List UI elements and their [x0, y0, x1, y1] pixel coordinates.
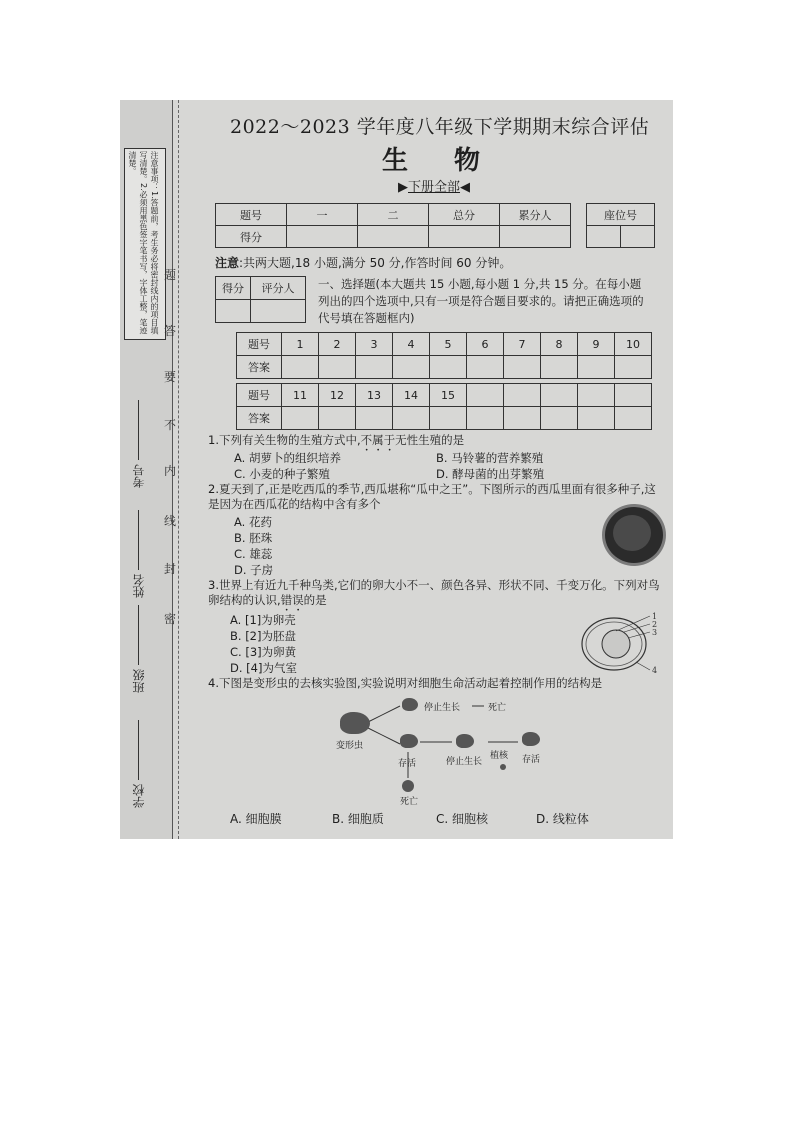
score-cell[interactable] [500, 226, 571, 248]
seat-label: 座位号 [587, 204, 655, 226]
grid-number: 4 [393, 333, 430, 356]
q1-option-c[interactable]: C. 小麦的种子繁殖 [234, 467, 330, 481]
answer-cell [504, 407, 541, 430]
binding-margin [120, 100, 177, 839]
q1-stem-a: 1.下列有关生物的生殖方式中, [208, 433, 361, 447]
q4-option-b[interactable]: B. 细胞质 [332, 812, 384, 826]
grid-number [541, 384, 578, 407]
score-header-cell: 二 [358, 204, 429, 226]
note-text: :共两大题,18 小题,满分 50 分,作答时间 60 分钟。 [239, 256, 512, 270]
seal-line [178, 100, 179, 839]
exam-note [215, 254, 511, 271]
grid-number: 15 [430, 384, 467, 407]
q1-stem-b: 无性生殖的是 [395, 433, 465, 447]
grader-table [215, 276, 306, 323]
seal-char: 要 [164, 370, 177, 384]
q2-option-b[interactable]: B. 胚珠 [234, 531, 273, 545]
stop-growth-label-2: 停止生长 [446, 757, 483, 767]
grid-number: 7 [504, 333, 541, 356]
q3-option-c[interactable]: C. [3]为卵黄 [230, 645, 297, 659]
egg-label-3: 3 [652, 628, 658, 637]
seat-table [586, 203, 655, 248]
answer-cell[interactable] [319, 407, 356, 430]
death-label: 死亡 [488, 703, 507, 713]
grader-name-cell[interactable] [251, 300, 306, 323]
answer-cell[interactable] [319, 356, 356, 379]
grid-number: 1 [282, 333, 319, 356]
q4-option-a[interactable]: A. 细胞膜 [230, 812, 282, 826]
grid-number: 5 [430, 333, 467, 356]
school-label: 学校 [132, 784, 146, 808]
grid-number: 13 [356, 384, 393, 407]
grid-number: 10 [615, 333, 652, 356]
score-label-cell: 得分 [216, 226, 287, 248]
exam-number-field[interactable] [130, 400, 147, 488]
grader-score-cell[interactable] [216, 300, 251, 323]
amoeba-experiment-diagram [320, 688, 560, 806]
grid-number [467, 384, 504, 407]
seat-cell[interactable] [587, 226, 621, 248]
grid-number: 9 [578, 333, 615, 356]
q3-option-b[interactable]: B. [2]为胚盘 [230, 629, 296, 643]
answer-cell[interactable] [504, 356, 541, 379]
answer-cell[interactable] [541, 356, 578, 379]
q3-option-d[interactable]: D. [4]为气室 [230, 661, 297, 675]
subject-title: 生物 [382, 146, 527, 176]
scope-label: ▶下册全部◀ [398, 180, 471, 195]
score-table [215, 203, 571, 248]
score-header-cell: 累分人 [500, 204, 571, 226]
score-cell[interactable] [358, 226, 429, 248]
amoeba-with-nucleus-icon [400, 734, 418, 748]
grid-answer-label: 答案 [237, 356, 282, 379]
q3-stem-emphasis: 错误 [280, 593, 304, 607]
notice-box [124, 148, 166, 340]
answer-cell[interactable] [430, 356, 467, 379]
nucleus-only-icon [402, 780, 414, 792]
seal-char: 密 [164, 612, 177, 626]
nucleus-dot-icon [500, 764, 506, 770]
q4-option-d[interactable]: D. 线粒体 [536, 812, 589, 826]
q1-stem-emphasis: 不属于 [360, 433, 396, 447]
answer-cell[interactable] [282, 407, 319, 430]
scope-text: 下册全部 [408, 180, 461, 195]
alive-label: 存活 [398, 759, 417, 769]
score-header-cell: 题号 [216, 204, 287, 226]
grid-number: 6 [467, 333, 504, 356]
bird-egg-diagram [580, 612, 660, 674]
note-label: 注意 [215, 256, 240, 270]
class-label: 班级 [132, 669, 146, 693]
stop-growth-label: 停止生长 [424, 703, 461, 713]
answer-cell[interactable] [356, 356, 393, 379]
question-3-stem [208, 578, 663, 614]
grid-row-label: 题号 [237, 333, 282, 356]
grid-number [578, 384, 615, 407]
answer-cell [578, 407, 615, 430]
q1-option-d[interactable]: D. 酵母菌的出芽繁殖 [436, 467, 545, 481]
q2-option-d[interactable]: D. 子房 [234, 563, 274, 577]
answer-grid [236, 332, 652, 430]
answer-cell[interactable] [393, 356, 430, 379]
school-field[interactable] [130, 720, 147, 808]
q3-option-a[interactable]: A. [1]为卵壳 [230, 613, 296, 627]
exam-title: 2022～2023 学年度八年级下学期期末综合评估 [230, 116, 650, 138]
amoeba-no-nucleus-icon [456, 734, 474, 748]
answer-cell [541, 407, 578, 430]
answer-cell[interactable] [356, 407, 393, 430]
seal-char: 答 [164, 324, 177, 338]
seal-char: 封 [164, 562, 177, 576]
seat-cell[interactable] [621, 226, 655, 248]
score-cell[interactable] [287, 226, 358, 248]
answer-cell[interactable] [578, 356, 615, 379]
score-header-cell: 一 [287, 204, 358, 226]
answer-cell [615, 407, 652, 430]
seal-char: 线 [164, 514, 177, 528]
q1-option-b[interactable]: B. 马铃薯的营养繁殖 [436, 451, 544, 465]
watermelon-image [602, 504, 666, 566]
grid-number: 3 [356, 333, 393, 356]
grid-number: 14 [393, 384, 430, 407]
notice-text: 注意事项：1.答题前，考生务必将密封线内的项目填写清楚。2.必须用黑色签字笔书写，字体工整，笔迹清楚。 [128, 151, 159, 335]
section-1-instructions: 一、选择题(本大题共 15 小题,每小题 1 分,共 15 分。在每小题列出的四个选项中,只有一项是符合题目要求的。请把正确选项的代号填在答题框内) [318, 277, 644, 325]
exam-photo [120, 100, 673, 839]
implant-nucleus-label: 植核 [490, 751, 509, 761]
grid-number [504, 384, 541, 407]
answer-cell[interactable] [615, 356, 652, 379]
amoeba-icon [340, 712, 370, 734]
grid-answer-label: 答案 [237, 407, 282, 430]
q1-option-a[interactable]: A. 胡萝卜的组织培养 [234, 451, 341, 465]
answer-cell[interactable] [393, 407, 430, 430]
score-header-cell: 总分 [429, 204, 500, 226]
amoeba-restored-icon [522, 732, 540, 746]
grid-row-label: 题号 [237, 384, 282, 407]
name-label: 姓名 [132, 574, 146, 598]
grid-number [615, 384, 652, 407]
alive-label-2: 存活 [522, 755, 541, 765]
grid-number: 11 [282, 384, 319, 407]
answer-cell [467, 407, 504, 430]
egg-label-1: 1 [652, 612, 658, 621]
egg-label-2: 2 [652, 620, 658, 629]
name-field[interactable] [130, 510, 147, 598]
grader-score-label: 得分 [216, 277, 251, 300]
grid-number: 2 [319, 333, 356, 356]
egg-label-4: 4 [652, 666, 658, 674]
grid-number: 8 [541, 333, 578, 356]
question-4-stem: 4.下图是变形虫的去核实验图,实验说明对细胞生命活动起着控制作用的结构是 [208, 676, 603, 690]
q4-option-c[interactable]: C. 细胞核 [436, 812, 489, 826]
exam-number-label: 考号 [132, 464, 146, 488]
grid-number: 12 [319, 384, 356, 407]
score-cell[interactable] [429, 226, 500, 248]
q3-stem-a: 3.世界上有近九千种鸟类,它们的卵大小不一、颜色各异、形状不同、千变万化。下列对鸟卵结构的认识, [208, 578, 660, 607]
seal-char: 内 [164, 464, 177, 478]
answer-cell[interactable] [467, 356, 504, 379]
q2-option-a[interactable]: A. 花药 [234, 515, 272, 529]
q2-option-c[interactable]: C. 雄蕊 [234, 547, 273, 561]
death-label-2: 死亡 [400, 797, 419, 807]
grader-name-label: 评分人 [251, 277, 306, 300]
amoeba-label: 变形虫 [336, 741, 364, 751]
answer-cell[interactable] [430, 407, 467, 430]
seal-char: 题 [164, 268, 177, 282]
answer-cell[interactable] [282, 356, 319, 379]
q3-stem-b: 的是 [303, 593, 327, 607]
question-2-stem: 2.夏天到了,正是吃西瓜的季节,西瓜堪称“瓜中之王”。下图所示的西瓜里面有很多种子,这是因为在西瓜花的结构中含有多个 [208, 482, 656, 511]
amoeba-nucleus-part-icon [402, 698, 418, 711]
class-field[interactable] [130, 605, 147, 693]
seal-char: 不 [164, 418, 177, 432]
